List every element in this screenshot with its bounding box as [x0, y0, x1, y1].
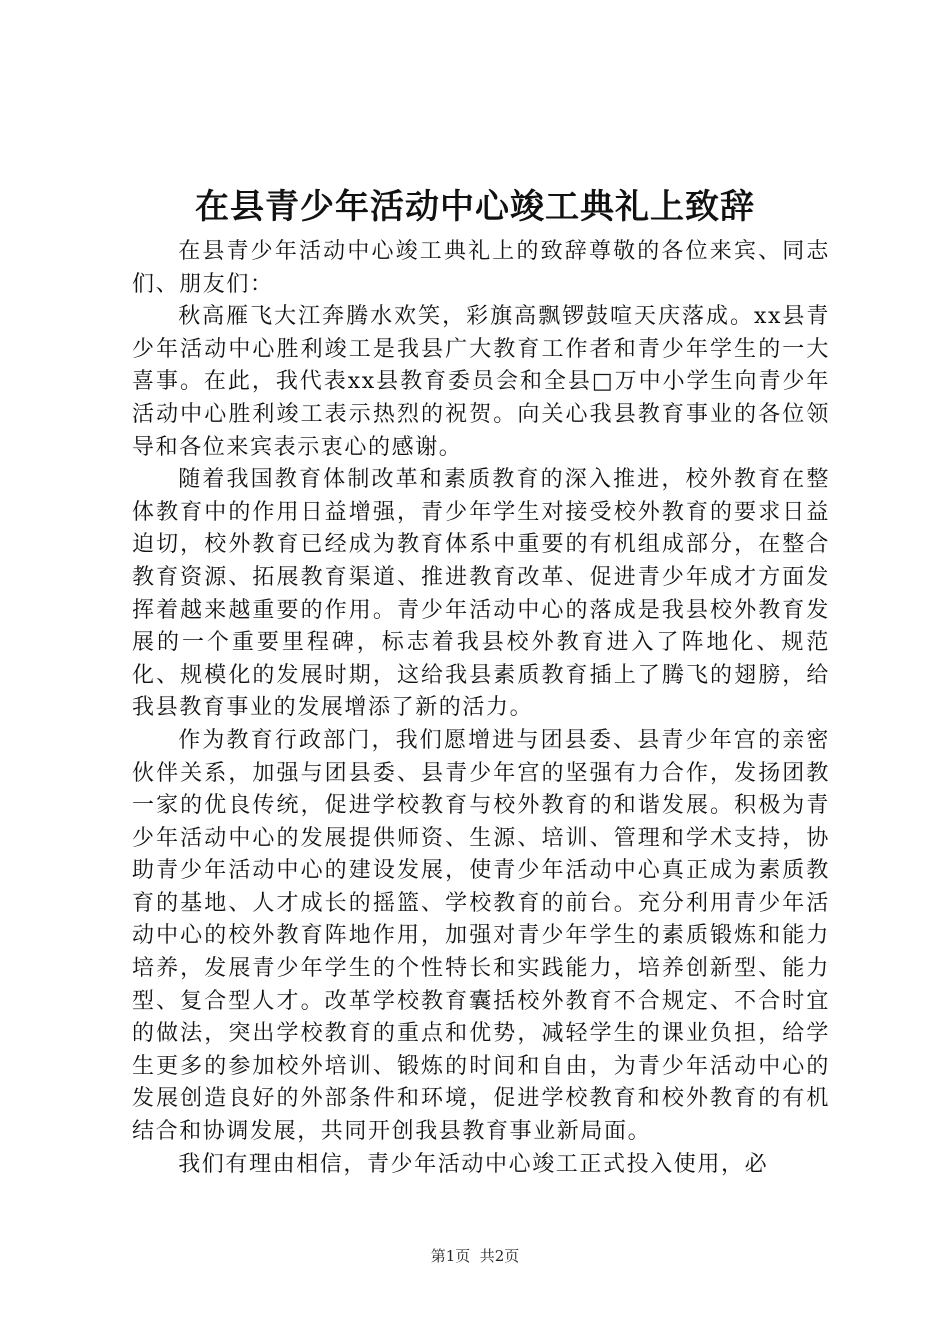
document-body: [132, 236, 830, 1181]
paragraph-congratulations: 秋高雁飞大江奔腾水欢笑，彩旗高飘锣鼓喧天庆落成。xx县青少年活动中心胜利竣工是我县广大教育工作者和青少年学生的一大喜事。在此，我代表xx县教育委员会和全县□万中小学生向青少年活动中心胜利竣工表示热烈的祝贺。向关心我县教育事业的各位领导和各位来宾表示衷心的感谢。: [132, 304, 830, 460]
document-title: 在县青少年活动中心竣工典礼上致辞: [195, 187, 755, 227]
paragraph-extracurricular-education: 随着我国教育体制改革和素质教育的深入推进，校外教育在整体教育中的作用日益增强，青少年学生对接受校外教育的要求日益迫切，校外教育已经成为教育体系中重要的有机组成部分，在整合教育资源、拓展教育渠道、推进教育改革、促进青少年成才方面发挥着越来越重要的作用。青少年活动中心的落成是我县校外教育发展的一个重要里程碑，标志着我县校外教育进入了阵地化、规范化、规模化的发展时期，这给我县素质教育插上了腾飞的翅膀，给我县教育事业的发展增添了新的活力。: [132, 467, 830, 721]
paragraph-closing-partial: 我们有理由相信，青少年活动中心竣工正式投入使用，必: [178, 1151, 769, 1177]
paragraph-greeting: 在县青少年活动中心竣工典礼上的致辞尊敬的各位来宾、同志们、朋友们：: [132, 239, 830, 297]
page-number-footer: 第1页 共2页: [430, 1247, 520, 1265]
paragraph-administration-commitment: 作为教育行政部门，我们愿增进与团县委、县青少年宫的亲密伙伴关系，加强与团县委、县青少年宫的坚强有力合作，发扬团教一家的优良传统，促进学校教育与校外教育的和谐发展。积极为青少年活动中心的发展提供师资、生源、培训、管理和学术支持，协助青少年活动中心的建设发展，使青少年活动中心真正成为素质教育的基地、人才成长的摇篮、学校教育的前台。充分利用青少年活动中心的校外教育阵地作用，加强对青少年学生的素质锻炼和能力培养，发展青少年学生的个性特长和实践能力，培养创新型、能力型、复合型人才。改革学校教育囊括校外教育不合规定、不合时宜的做法，突出学校教育的重点和优势，减轻学生的课业负担，给学生更多的参加校外培训、锻炼的时间和自由，为青少年活动中心的发展创造良好的外部条件和环境，促进学校教育和校外教育的有机结合和协调发展，共同开创我县教育事业新局面。: [132, 727, 830, 1145]
